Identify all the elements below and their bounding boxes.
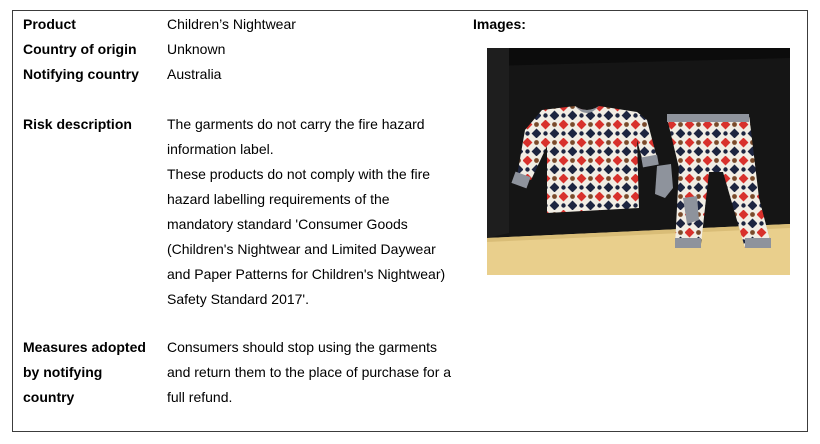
measures-line: full refund. (167, 389, 233, 405)
measures-line: and return them to the place of purchase for a (167, 364, 452, 380)
notifying-country-label: Notifying country (23, 66, 139, 82)
measures-text (167, 335, 451, 410)
risk-description-text (167, 112, 445, 312)
risk-line: mandatory standard 'Consumer Goods (167, 216, 408, 232)
risk-line: Safety Standard 2017'. (167, 291, 309, 307)
product-info-table (12, 10, 808, 432)
risk-line: and Paper Patterns for Children's Nightwear) (167, 266, 446, 282)
risk-description-label: Risk description (23, 116, 132, 132)
measures-line: Consumers should stop using the garments (167, 339, 438, 355)
measures-label-line: country (23, 389, 75, 405)
risk-line: These products do not comply with the fire (167, 166, 431, 182)
measures-label-line: Measures adopted (23, 339, 146, 355)
images-label: Images: (473, 16, 526, 32)
risk-line: The garments do not carry the fire hazard (167, 116, 425, 132)
risk-line: information label. (167, 141, 274, 157)
product-value: Children’s Nightwear (167, 16, 296, 32)
product-photo (487, 48, 790, 275)
risk-line: hazard labelling requirements of the (167, 191, 390, 207)
measures-label-line: by notifying (23, 364, 103, 380)
risk-line: (Children's Nightwear and Limited Daywear (167, 241, 436, 257)
measures-label (23, 335, 146, 410)
origin-label: Country of origin (23, 41, 137, 57)
product-label: Product (23, 16, 76, 32)
notifying-country-value: Australia (167, 66, 222, 82)
origin-value: Unknown (167, 41, 226, 57)
